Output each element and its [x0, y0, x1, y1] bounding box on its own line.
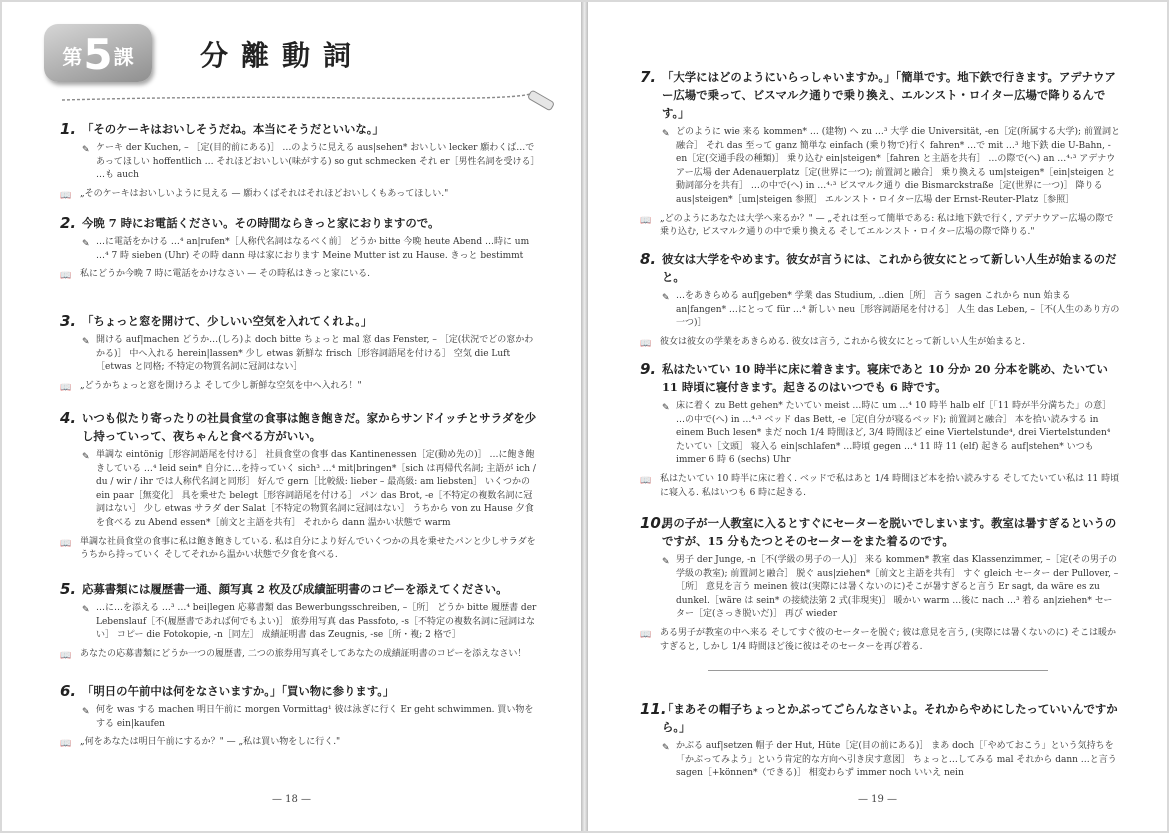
pen-icon: ✎ [662, 403, 670, 413]
pen-icon: ✎ [662, 743, 670, 753]
exercise-question: 応募書類には履歴書一通、顔写真 2 枚及び成績証明書のコピーを添えてください。 [82, 582, 508, 596]
pen-icon: ✎ [662, 129, 670, 139]
exercise-question: 今晩 7 時にお電話ください。その時間ならきっと家におりますので。 [82, 216, 440, 230]
exercise-item [640, 700, 1120, 781]
exercise-number: 9. [640, 360, 657, 378]
book-icon: 📖 [60, 382, 72, 393]
exercise-question: 「まあその帽子ちょっとかぶってごらんなさいよ。それからやめにしたっていいんですから。」 [662, 702, 1118, 734]
exercise-item [60, 214, 540, 284]
vocab-notes: …に電話をかける …⁴ an|rufen*［人称代名詞はなるべく前］ どうか bitte 今晩 heute Abend …時に um …⁴ 7 時 sieben (Uhr) その時 dann 母は家におります Meine Mutter ist zu Hause. きっと bestimmt [96, 237, 530, 261]
vocab-notes: 床に着く zu Bett gehen* たいてい meist …時に um …⁴ 10 時半 halb elf［「11 時が半分満ちた」の意］ …の中で(へ) in …⁴·³ ベッド das Bett, -e［定(自分が寝るベッド); 前置詞と融合］ 本を拾い読みする in einem Buch lesen* まだ noch 1/4 時間ほど, 3/4 時間ほど eine Viertelstunde⁴, drei Viertelstunden⁴ たいてい［文頭］ 寝入る ein|schlafen* …時頃 gegen …⁴ 11 時 11 (elf) 起きる auf|stehen* いつも immer 6 時 6 (sechs) Uhr [676, 401, 1112, 466]
right-page [588, 2, 1167, 831]
exercise-number: 4. [60, 409, 77, 427]
lesson-badge [44, 24, 152, 82]
translation: 彼女は彼女の学業をあきらめる. 彼女は言う, これから彼女にとって新しい人生が始まると. [660, 336, 1026, 347]
exercise-item [640, 68, 1120, 240]
lesson-prefix: 第 [62, 45, 83, 69]
exercise-number: 10. [640, 514, 667, 532]
exercise-item [60, 312, 540, 395]
exercise-number: 1. [60, 120, 77, 138]
pen-icon: ✎ [82, 337, 90, 347]
pen-icon: ✎ [82, 707, 90, 717]
exercise-item [60, 580, 540, 663]
exercise-number: 2. [60, 214, 77, 232]
vocab-notes: かぶる auf|setzen 帽子 der Hut, Hüte［定(目の前にある)］ まあ doch［「やめておこう」という気持ちを「かぶってみよう」という肯定的な方向へ引き戻す意図］ ちょっと…してみる mal それから dann …と言う sagen［+können*（できる)］ 相変わらず immer noch いいえ nein [676, 741, 1117, 779]
exercise-item [640, 250, 1120, 351]
book-icon: 📖 [60, 739, 72, 750]
exercise-question: 「ちょっと窓を開けて、少しいい空気を入れてくれよ。」 [82, 314, 373, 328]
vocab-notes: …に…を添える …³ …⁴ bei|legen 応募書類 das Bewerbungsschreiben, –［所］ どうか bitte 履歴書 der Lebenslauf［不(履歴書であれば何でもよい)］ 旅券用写真 das Passfoto, -s［不特定の複数名詞に冠詞はない］ コピー die Fotokopie, -n［同左］ 成績証明書 das Zeugnis, -se［所・複; 2 格で］ [96, 603, 537, 641]
exercise-number: 11. [640, 700, 667, 718]
book-icon: 📖 [60, 538, 72, 549]
exercise-number: 5. [60, 580, 77, 598]
translation: 私はたいてい 10 時半に床に着く. ベッドで私はあと 1/4 時間ほど本を拾い読みする そしてたいてい私は 11 時頃に寝入る. 私はいつも 6 時に起きる. [660, 473, 1120, 498]
vocab-notes: 単調な eintönig［形容詞語尾を付ける］ 社員食堂の食事 das Kantinenessen［定(動め先の)］ …に飽き飽きしている …⁴ leid sein* 自分に…を持っていく sich³ …⁴ mit|bringen*［sich は再帰代名詞; 主語が ich / du / wir / ihr では人称代名詞と同形］ 好んで gern［比較級: lieber – 最高級: am liebsten］ いくつかの ein paar［無変化］ 具を乗せた belegt［形容詞語尾を付ける］ パン das Brot, -e［不特定の複数名詞に冠詞はない］ 少し etwas サラダ der Salat［不特定の物質名詞に冠詞はない］ うちから von zu Hause 夕食を食べる zu Abend essen*［前文と主語を共有］ それから dann 温かい状態で warm [96, 450, 536, 528]
vocab-notes: 男子 der Junge, -n［不(学級の男子の一人)］ 来る kommen* 教室 das Klassenzimmer, –［定(その男子の学級の教室); 前置詞と融合］ 脱ぐ aus|ziehen*［前文と主語を共有］ すぐ gleich セーター der Pullover, –［所］ 意見を言う meinen 彼は(実際には暑くないのに)そこが暑すぎると言う Er sagt, da wäre es zu dunkel.［wäre は sein* の接続法第 2 式(非現実)］ 暖かい warm …後に nach …³ 着る an|ziehen* セーター［定(さっき脱いだ)］ 再び wieder [676, 555, 1119, 620]
translation: 私にどうか今晩 7 時に電話をかけなさい — その時私はきっと家にいる. [80, 269, 371, 280]
translation: „どうかちょっと窓を開けろよ そして少し新鮮な空気を中へ入れろ！" [80, 380, 362, 391]
pen-icon: ✎ [662, 557, 670, 567]
pen-icon: ✎ [82, 605, 90, 615]
vocab-notes: 開ける auf|machen どうか…(しろ)よ doch bitte ちょっと mal 窓 das Fenster, – ［定(状況でどの窓かわかる)］ 中へ入れる herein|lassen* 少し etwas 新鮮な frisch［形容詞語尾を付ける］ 空気 die Luft［etwas と同格; 不特定の物質名詞に冠詞はない］ [96, 335, 534, 373]
divider-line [708, 670, 1048, 671]
exercise-item [60, 120, 540, 203]
book-icon: 📖 [640, 215, 652, 226]
exercise-question: 「そのケーキはおいしそうだね。本当にそうだといいな。」 [82, 122, 384, 136]
vocab-notes: …をあきらめる auf|geben* 学業 das Studium, ..dien［所］ 言う sagen これから nun 始まる an|fangen* …にとって für …⁴ 新しい neu［形容詞語尾を付ける］ 人生 das Leben, –［不(人生のあり方の一つ)］ [676, 291, 1120, 329]
pen-icon: ✎ [662, 293, 670, 303]
exercise-item [640, 514, 1120, 654]
exercise-number: 7. [640, 68, 657, 86]
exercise-question: 男の子が一人教室に入るとすぐにセーターを脱いでしまいます。教室は暑すぎるというのですが、15 分もたつとそのセーターをまた着るのです。 [662, 516, 1117, 548]
vocab-notes: ケーキ der Kuchen, – ［定(目的前にある)］ …のように見える aus|sehen* おいしい lecker 願わくば…であってほしい hoffentlich … それほどおいしい(味がする) so gut schmecken それ er［男性名詞を受ける］ …も auch [96, 143, 540, 181]
exercise-question: いつも似たり寄ったりの社員食堂の食事は飽き飽きだ。家からサンドイッチとサラダを少し持っていって、夜ちゃんと食べる方がいい。 [82, 411, 537, 443]
book-icon: 📖 [60, 190, 72, 201]
left-page [2, 2, 581, 831]
exercise-question: 私はたいてい 10 時半に床に着きます。寝床であと 10 分か 20 分本を眺め、たいてい 11 時頃に寝付きます。起きるのはいつでも 6 時です。 [662, 362, 1108, 394]
book-icon: 📖 [60, 271, 72, 282]
page-number: — 19 — [857, 794, 898, 805]
lesson-number: 5 [83, 30, 113, 79]
translation: „何をあなたは明日午前にするか？" — „私は買い物をしに行く." [80, 737, 341, 748]
exercise-item [60, 409, 540, 563]
book-icon: 📖 [640, 475, 652, 486]
translation: 単調な社員食堂の食事に私は飽き飽きしている. 私は自分により好んでいくつかの具を乗せたパンと少しサラダをうちから持っていく そしてそれから温かい状態で夕食を食べる. [80, 536, 536, 561]
pen-icon: ✎ [82, 239, 90, 249]
exercise-number: 8. [640, 250, 657, 268]
pen-icon: ✎ [82, 145, 90, 155]
translation: ある男子が教室の中へ来る そしてすぐ彼のセーターを脱ぐ; 彼は意見を言う, (実際には暑くないのに) そこは暖かすぎると, しかし 1/4 時間ほど後に彼はそのセーターを再び着る. [660, 627, 1117, 652]
page-number: — 18 — [271, 794, 312, 805]
lesson-suffix: 課 [113, 45, 134, 69]
exercise-item [60, 682, 540, 752]
exercise-question: 「大学にはどのようにいらっしゃいますか。」「簡単です。地下鉄で行きます。アデナウアー広場で乗って、ビスマルク通りで乗り換え、エルンスト・ロイター広場で降りるんです。」 [662, 70, 1116, 120]
book-icon: 📖 [60, 650, 72, 661]
book-icon: 📖 [640, 629, 652, 640]
chalk-divider [60, 88, 560, 122]
exercise-question: 彼女は大学をやめます。彼女が言うには、これから彼女にとって新しい人生が始まるのだと。 [662, 252, 1117, 284]
vocab-notes: どのように wie 来る kommen* … (建物) へ zu …³ 大学 die Universität, -en［定(所属する大学); 前置詞と融合］ それ das 至って ganz 簡単な einfach (乗り物で)行く fahren* …で mit …³ 地下鉄 die U-Bahn, -en［定(交通手段の種類)］ 乗り込む ein|steigen*［fahren と主語を共有］ …の際で(へ) an …⁴·³ アデナウアー広場 der Adenauerplatz［定(世界に一つ); 前置詞と融合］ 乗り換える um|steigen*［ein|steigen と動詞部分を共有］ …の中で(へ) in …⁴·³ ビスマルク通り die Bismarckstraße［定(世界に一つ)］ 降りる aus|steigen*［um|steigen 参照］ エルンスト・ロイター広場 der Ernst-Reuter-Platz［参照］ [676, 127, 1120, 205]
chapter-title: 分離動詞 [200, 39, 365, 72]
exercise-number: 6. [60, 682, 77, 700]
translation: „どのようにあなたは大学へ来るか？" — „それは至って簡単である: 私は地下鉄で行く, アデナウアー広場の際で乗り込む, ビスマルク通りの中で乗り換える そしてエルンスト・ロイター広場の際で降りる." [660, 213, 1114, 238]
exercise-question: 「明日の午前中は何をなさいますか。」「買い物に参ります。」 [82, 684, 395, 698]
translation: „そのケーキはおいしいように見える — 願わくばそれはそれほどおいしくもあってほしい." [80, 188, 449, 199]
exercise-number: 3. [60, 312, 77, 330]
book-icon: 📖 [640, 338, 652, 349]
exercise-item [640, 360, 1120, 500]
chalk-icon [60, 88, 560, 118]
vocab-notes: 何を was する machen 明日午前に morgen Vormittag¹ 彼は泳ぎに行く Er geht schwimmen. 買い物をする ein|kaufen [96, 705, 534, 729]
book-gutter [581, 2, 588, 831]
translation: あなたの応募書類にどうか一つの履歴書, 二つの旅券用写真そしてあなたの成績証明書のコピーを添えなさい！ [80, 648, 527, 659]
pen-icon: ✎ [82, 452, 90, 462]
